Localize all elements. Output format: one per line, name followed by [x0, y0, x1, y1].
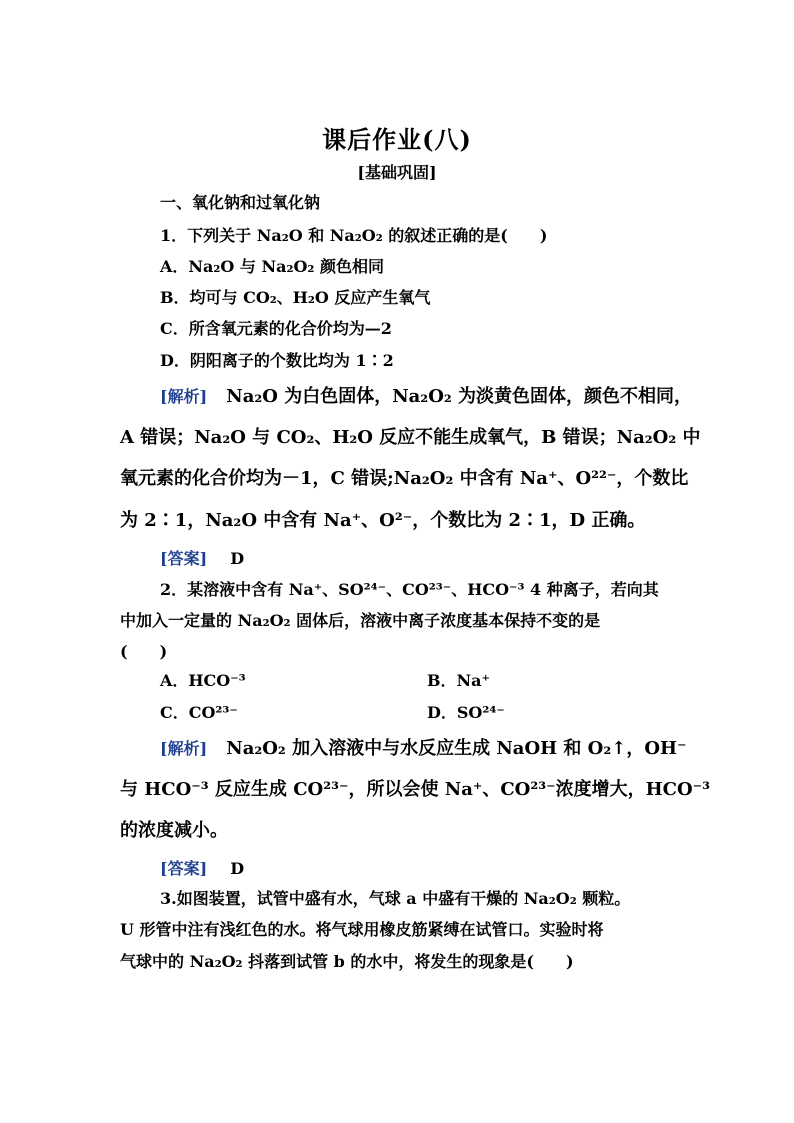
question-2-option-d: D．SO²⁴⁻ [427, 703, 505, 722]
question-1-answer [160, 548, 244, 570]
answer-tag: [答案] [160, 549, 208, 568]
question-1-option-b: B．均可与 CO₂、H₂O 反应产生氧气 [160, 288, 431, 307]
page-title: 课后作业(八) [322, 125, 472, 154]
question-2-answer [160, 858, 244, 880]
analysis-text-line-1: Na₂O₂ 加入溶液中与水反应生成 NaOH 和 O₂↑，OH⁻ [226, 738, 687, 759]
question-1-stem: 1．下列关于 Na₂O 和 Na₂O₂ 的叙述正确的是( ) [160, 226, 548, 245]
question-2-analysis [160, 738, 687, 760]
analysis-text-line-2: 与 HCO⁻³ 反应生成 CO²³⁻，所以会使 Na⁺、CO²³⁻浓度增大，HCO⁻³ [120, 779, 711, 800]
analysis-tag: [解析] [160, 387, 208, 406]
analysis-tag: [解析] [160, 739, 208, 758]
question-1-option-c: C．所含氧元素的化合价均为—2 [160, 319, 392, 338]
question-3-stem-line-2: U 形管中注有浅红色的水。将气球用橡皮筋紧缚在试管口。实验时将 [120, 920, 604, 939]
analysis-text-line-4: 为 2∶1，Na₂O 中含有 Na⁺、O²⁻，个数比为 2∶1，D 正确。 [120, 510, 646, 531]
question-2-option-c: C．CO²³⁻ [160, 703, 238, 722]
question-2-stem-line-1: 2．某溶液中含有 Na⁺、SO²⁴⁻、CO²³⁻、HCO⁻³ 4 种离子，若向其 [160, 580, 659, 599]
question-1-analysis [160, 386, 692, 408]
question-3-stem-line-3: 气球中的 Na₂O₂ 抖落到试管 b 的水中，将发生的现象是( ) [120, 952, 574, 971]
question-2-stem-line-3: ( ) [120, 642, 168, 661]
question-1-option-a: A．Na₂O 与 Na₂O₂ 颜色相同 [160, 257, 385, 276]
question-2-option-b: B．Na⁺ [427, 671, 490, 690]
answer-tag: [答案] [160, 859, 208, 878]
question-1-option-d: D．阴阳离子的个数比均为 1∶2 [160, 351, 394, 370]
analysis-text-line-1: Na₂O 为白色固体，Na₂O₂ 为淡黄色固体，颜色不相同， [226, 386, 693, 407]
question-2-stem-line-2: 中加入一定量的 Na₂O₂ 固体后，溶液中离子浓度基本保持不变的是 [120, 611, 601, 630]
analysis-text-line-3: 氧元素的化合价均为－1，C 错误;Na₂O₂ 中含有 Na⁺、O²²⁻，个数比 [120, 468, 689, 489]
section-subtitle: [基础巩固] [357, 163, 437, 182]
question-3-stem-line-1: 3.如图装置，试管中盛有水，气球 a 中盛有干燥的 Na₂O₂ 颗粒。 [160, 889, 631, 908]
question-2-option-a: A．HCO⁻³ [160, 671, 246, 690]
answer-value: D [230, 859, 245, 878]
answer-value: D [230, 549, 245, 568]
section-heading: 一、氧化钠和过氧化钠 [160, 193, 321, 212]
analysis-text-line-3: 的浓度减小。 [120, 820, 228, 841]
analysis-text-line-2: A 错误；Na₂O 与 CO₂、H₂O 反应不能生成氧气，B 错误；Na₂O₂ 中 [120, 427, 701, 448]
